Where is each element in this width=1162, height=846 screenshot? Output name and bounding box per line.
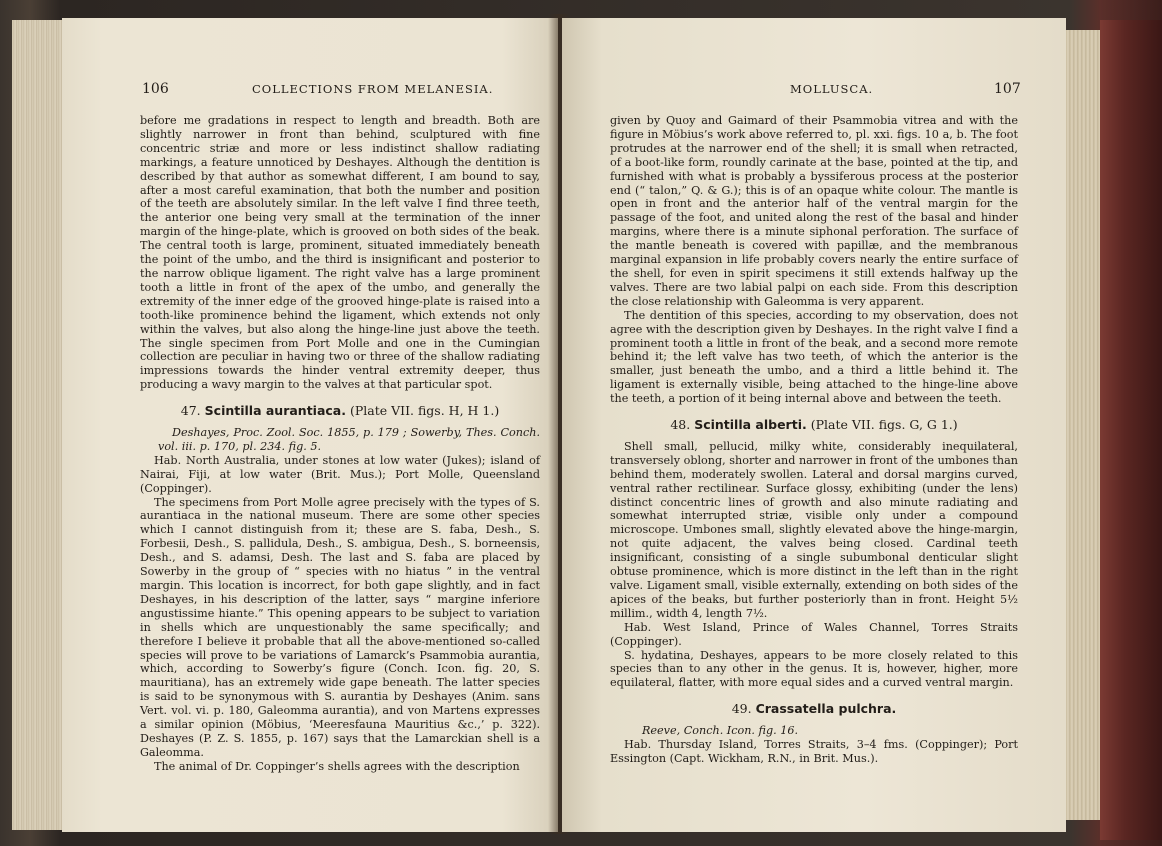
page-number: 106 (142, 81, 169, 97)
right-text-column (610, 114, 1018, 766)
section-heading (610, 418, 1018, 432)
page-number: 107 (994, 81, 1021, 97)
species-name: Scintilla alberti. (694, 417, 807, 433)
citation: Deshayes, Proc. Zool. Soc. 1855, p. 179 ; Sowerby, Thes. Conch. vol. iii. p. 170, pl. 234. fig. 5. (158, 426, 540, 453)
species-number: 48. (670, 417, 691, 433)
paragraph: The specimens from Port Molle agree precisely with the types of S. aurantiaca in the national museum. There are some other species which I cannot distinguish from it; these are S. faba, Desh., S. Forbesii, Desh., S. pallidula, Desh., S. ambigua, Desh., S. borneensis, Desh., and S. adamsi, Desh. The last and S. faba are placed by Sowerby in the group of “ species with no hiatus ” in the ventral margin. This location is incorrect, for both gape slightly, and in fact Deshayes, in his description of the latter, says “ margine inferiore angustissime hiante.” This opening appears to be subject to variation in shells which are unquestionably the same specifically; and therefore I believe it probable that all the above-mentioned so-called species will prove to be variations of Lamarck’s Psammobia aurantia, which, according to Sowerby’s figure (Conch. Icon. fig. 20, S. mauritiana), has an extremely wide gape beneath. The latter species is said to be synonymous with S. aurantia by Deshayes (Anim. sans Vert. vol. vi. p. 180, Galeomma aurantia), and von Martens expresses a similar opinion (Möbius, ‘Meeresfauna Mauritius &c.,’ p. 322). Deshayes (P. Z. S. 1855, p. 167) says that the Lamarckian shell is a Galeomma. (140, 495, 540, 759)
paragraph: Shell small, pellucid, milky white, considerably inequilateral, transversely oblong, shorter and narrower in front of the umbones than behind them, moderately swollen. Lateral and dorsal margins curved, ventral rather rectilinear. Surface glossy, exhibiting (under the lens) distinct concentric lines of growth and also minute radiating and somewhat interrupted striæ, visible only under a compound microscope. Umbones small, slightly elevated above the hinge-margin, not quite adjacent, the valves being closed. Cardinal teeth insignificant, consisting of a single subumbonal denticular slight obtuse prominence, which is more distinct in the left than in the right valve. Ligament small, visible externally, extending on both sides of the apices of the beaks, but further posteriorly than in front. Height 5½ millim., width 4, length 7½. (610, 439, 1018, 620)
paragraph: before me gradations in respect to length and breadth. Both are slightly narrower in front than behind, sculptured with fine concentric striæ and more or less indistinct shallow radiating markings, a feature unnoticed by Deshayes. Although the dentition is described by that author as somewhat different, I am bound to say, after a most careful examination, that both the number and position of the teeth are absolutely similar. In the left valve I find three teeth, the anterior one being very small at the termination of the inner margin of the hinge-plate, which is grooved on both sides of the beak. The central tooth is large, prominent, situated immediately beneath the point of the umbo, and the third is insignificant and posterior to the narrow oblique ligament. The right valve has a large prominent tooth a little in front of the apex of the umbo, and generally the extremity of the inner edge of the grooved hinge-plate is raised into a tooth-like prominence behind the ligament, which extends not only within the valves, but also along the hinge-line just above the teeth. The single specimen from Port Molle and one in the Cumingian collection are peculiar in having two or three of the shallow radiating impressions towards the hinder ventral extremity deeper, thus producing a wavy margin to the valves at that particular spot. (140, 114, 540, 392)
paragraph: The animal of Dr. Coppinger’s shells agrees with the description (154, 759, 520, 773)
habitat: Hab. Thursday Island, Torres Straits, 3–4 fms. (Coppinger); Port Essington (Capt. Wickham, R.N., in Brit. Mus.). (610, 738, 1018, 765)
habitat: Hab. North Australia, under stones at low water (Jukes); island of Nairai, Fiji, at low water (Brit. Mus.); Port Molle, Queensland (Coppinger). (140, 453, 540, 495)
plate-reference: (Plate VII. figs. G, G 1.) (810, 417, 958, 433)
paragraph: The dentition of this species, according to my observation, does not agree with the description given by Deshayes. In the right valve I find a prominent tooth a little in front of the beak, and a second more remote behind it; the left valve has two teeth, of which the anterior is the smaller, just beneath the umbo, and a third a little behind it. The ligament is externally visible, being attached to the hinge-line above the teeth, a portion of it being internal above and between the teeth. (610, 308, 1018, 406)
left-text-column (140, 114, 540, 774)
running-head: MOLLUSCA. (790, 82, 874, 96)
paragraph: given by Quoy and Gaimard of their Psammobia vitrea and with the figure in Möbius’s work above referred to, pl. xxi. figs. 10 a, b. The foot protrudes at the narrower end of the shell; it is small when retracted, of a boot-like form, roundly carinate at the base, pointed at the tip, and furnished with what is probably a byssiferous process at the posterior end (“ talon,” Q. & G.); this is of an opaque white colour. The mantle is open in front and the anterior half of the ventral margin for the passage of the foot, and united along the rest of the basal and hinder margins, where there is a minute siphonal perforation. The surface of the mantle beneath is covered with papillæ, and the membranous marginal expansion in life probably covers nearly the entire surface of the shell, for even in spirit specimens it still extends halfway up the valves. There are two labial palpi on each side. From this description the close relationship with Galeomma is very apparent. (610, 114, 1018, 308)
right-page-edges (1062, 30, 1102, 820)
right-page (562, 18, 1066, 832)
species-number: 47. (180, 403, 201, 419)
book-cover (1100, 20, 1162, 840)
habitat: Hab. West Island, Prince of Wales Channel, Torres Straits (Coppinger). (610, 620, 1018, 648)
left-page (62, 18, 558, 832)
paragraph: S. hydatina, Deshayes, appears to be more closely related to this species than to any other in the genus. It is, however, higher, more equilateral, flatter, with more equal sides and a curved ventral margin. (610, 648, 1018, 690)
section-heading (610, 702, 1018, 716)
species-number: 49. (731, 701, 752, 717)
species-name: Crassatella pulchra. (755, 701, 897, 717)
citation: Reeve, Conch. Icon. fig. 16. (642, 724, 799, 738)
section-heading (140, 404, 540, 418)
plate-reference: (Plate VII. figs. H, H 1.) (349, 403, 500, 419)
species-name: Scintilla aurantiaca. (204, 403, 346, 419)
running-head: COLLECTIONS FROM MELANESIA. (252, 82, 494, 96)
